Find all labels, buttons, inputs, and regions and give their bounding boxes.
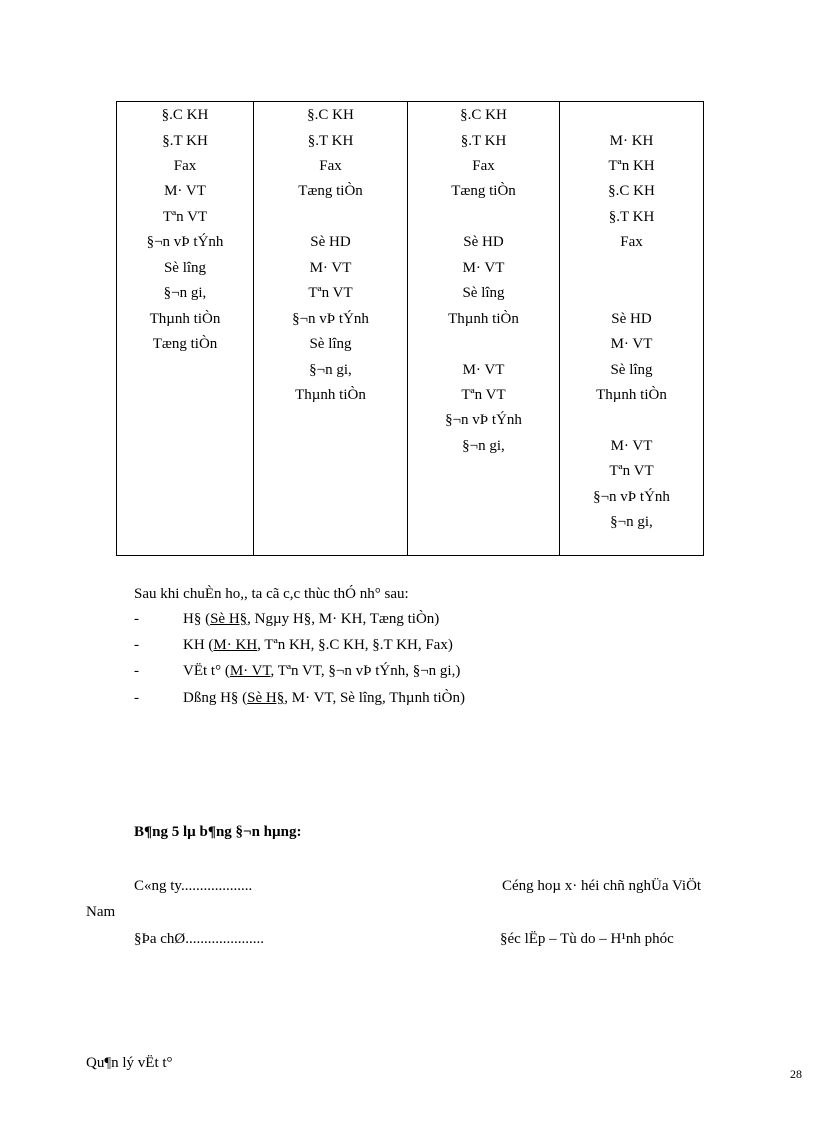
entity-name: VËt t° ( <box>183 663 230 679</box>
table-cell: M· VT <box>610 336 653 352</box>
table-cell: Tæng tiÒn <box>298 183 363 199</box>
table-cell: §.T KH <box>307 133 354 149</box>
table-cell: Fax <box>173 158 197 174</box>
entity-key: Sè H§ <box>210 611 248 627</box>
entity-table <box>116 101 704 556</box>
table-cell: §.C KH <box>608 183 655 199</box>
table-column-4 <box>560 102 703 555</box>
table-cell: M· VT <box>309 260 352 276</box>
entity-key: Sè H§ <box>247 690 285 706</box>
table-cell: Sè HD <box>310 234 351 250</box>
table-cell: Tªn VT <box>308 285 353 301</box>
republic-line-continued: Nam <box>86 904 116 920</box>
entity-attributes: , Tªn VT, §¬n vÞ tÝnh, §¬n gi,) <box>270 663 461 679</box>
table-cell: Tæng tiÒn <box>152 336 218 352</box>
table-cell: Fax <box>620 234 643 250</box>
bullet-dash: - <box>134 637 139 653</box>
table-column-3 <box>408 102 560 555</box>
bullet-dash: - <box>134 663 139 679</box>
entity-name: KH ( <box>183 637 214 653</box>
table-cell: Tªn VT <box>461 387 506 403</box>
bullet-dash: - <box>134 611 139 627</box>
table-cell: §¬n vÞ tÝnh <box>292 311 369 327</box>
page-number: 28 <box>790 1067 802 1081</box>
table-cell: §.C KH <box>460 107 507 123</box>
table-cell: Fax <box>472 158 495 174</box>
entity-line <box>183 610 439 628</box>
entity-key: M· KH <box>213 637 258 653</box>
table-cell: Sè HD <box>611 311 652 327</box>
entity-name: Dßng H§ ( <box>183 690 248 706</box>
company-line: C«ng ty................... <box>134 878 253 894</box>
table-cell: §¬n gi, <box>309 362 352 378</box>
republic-line: Céng hoµ x· héi chñ nghÜa ViÖt <box>502 878 702 894</box>
table-cell: §¬n gi, <box>610 514 653 530</box>
table-cell: §.C KH <box>161 107 209 123</box>
table-column-2 <box>254 102 408 555</box>
table-cell: Tªn VT <box>609 463 654 479</box>
table-cell: §¬n gi, <box>163 285 207 301</box>
table-cell: §.T KH <box>608 209 655 225</box>
table-cell: Thµnh tiÒn <box>448 311 519 327</box>
motto-line: §éc lËp – Tù do – H¹nh phóc <box>500 931 674 947</box>
table-cell: §.T KH <box>460 133 507 149</box>
table-cell: Tªn VT <box>162 209 208 225</box>
entity-name: H§ ( <box>183 611 211 627</box>
table-cell: Sè lîng <box>309 336 352 352</box>
table-cell: Sè HD <box>463 234 504 250</box>
entity-line <box>183 662 460 680</box>
address-line: §Þa chØ..................... <box>134 931 264 947</box>
table-column-1 <box>117 102 254 555</box>
table-cell: M· KH <box>609 133 654 149</box>
bullet-dash: - <box>134 690 139 706</box>
table-cell: §.T KH <box>162 133 208 149</box>
table-cell: Tªn KH <box>608 158 655 174</box>
table-cell: Fax <box>319 158 342 174</box>
table-cell: §¬n vÞ tÝnh <box>146 234 224 250</box>
table-cell: Thµnh tiÒn <box>596 387 667 403</box>
table-cell: §¬n vÞ tÝnh <box>593 489 670 505</box>
entity-line <box>183 689 465 707</box>
table-cell: M· VT <box>164 183 206 199</box>
footer-title: Qu¶n lý vËt t° <box>86 1055 173 1071</box>
table-cell: Sè lîng <box>610 362 653 378</box>
entity-attributes: , Ngµy H§, M· KH, Tæng tiÒn) <box>247 611 440 627</box>
table-cell: Tæng tiÒn <box>451 183 516 199</box>
table-cell: M· VT <box>462 362 505 378</box>
table-cell: M· VT <box>462 260 505 276</box>
table-cell: Thµnh tiÒn <box>295 387 366 403</box>
table-cell: §.C KH <box>307 107 354 123</box>
entity-line <box>183 636 453 654</box>
entity-attributes: , Tªn KH, §.C KH, §.T KH, Fax) <box>257 637 453 653</box>
entity-attributes: , M· VT, Sè lîng, Thµnh tiÒn) <box>284 690 465 706</box>
table-cell: Sè lîng <box>163 260 207 276</box>
entity-key: M· VT <box>229 663 271 679</box>
section-title: B¶ng 5 lµ b¶ng §¬n hµng: <box>134 824 302 840</box>
intro-text: Sau khi chuÈn ho,, ta cã c,c thùc thÓ nh° sau: <box>134 586 409 602</box>
table-cell: §¬n gi, <box>462 438 505 454</box>
table-cell: Thµnh tiÒn <box>149 311 221 327</box>
table-cell: Sè lîng <box>462 285 505 301</box>
table-cell: M· VT <box>610 438 653 454</box>
table-cell: §¬n vÞ tÝnh <box>445 412 522 428</box>
